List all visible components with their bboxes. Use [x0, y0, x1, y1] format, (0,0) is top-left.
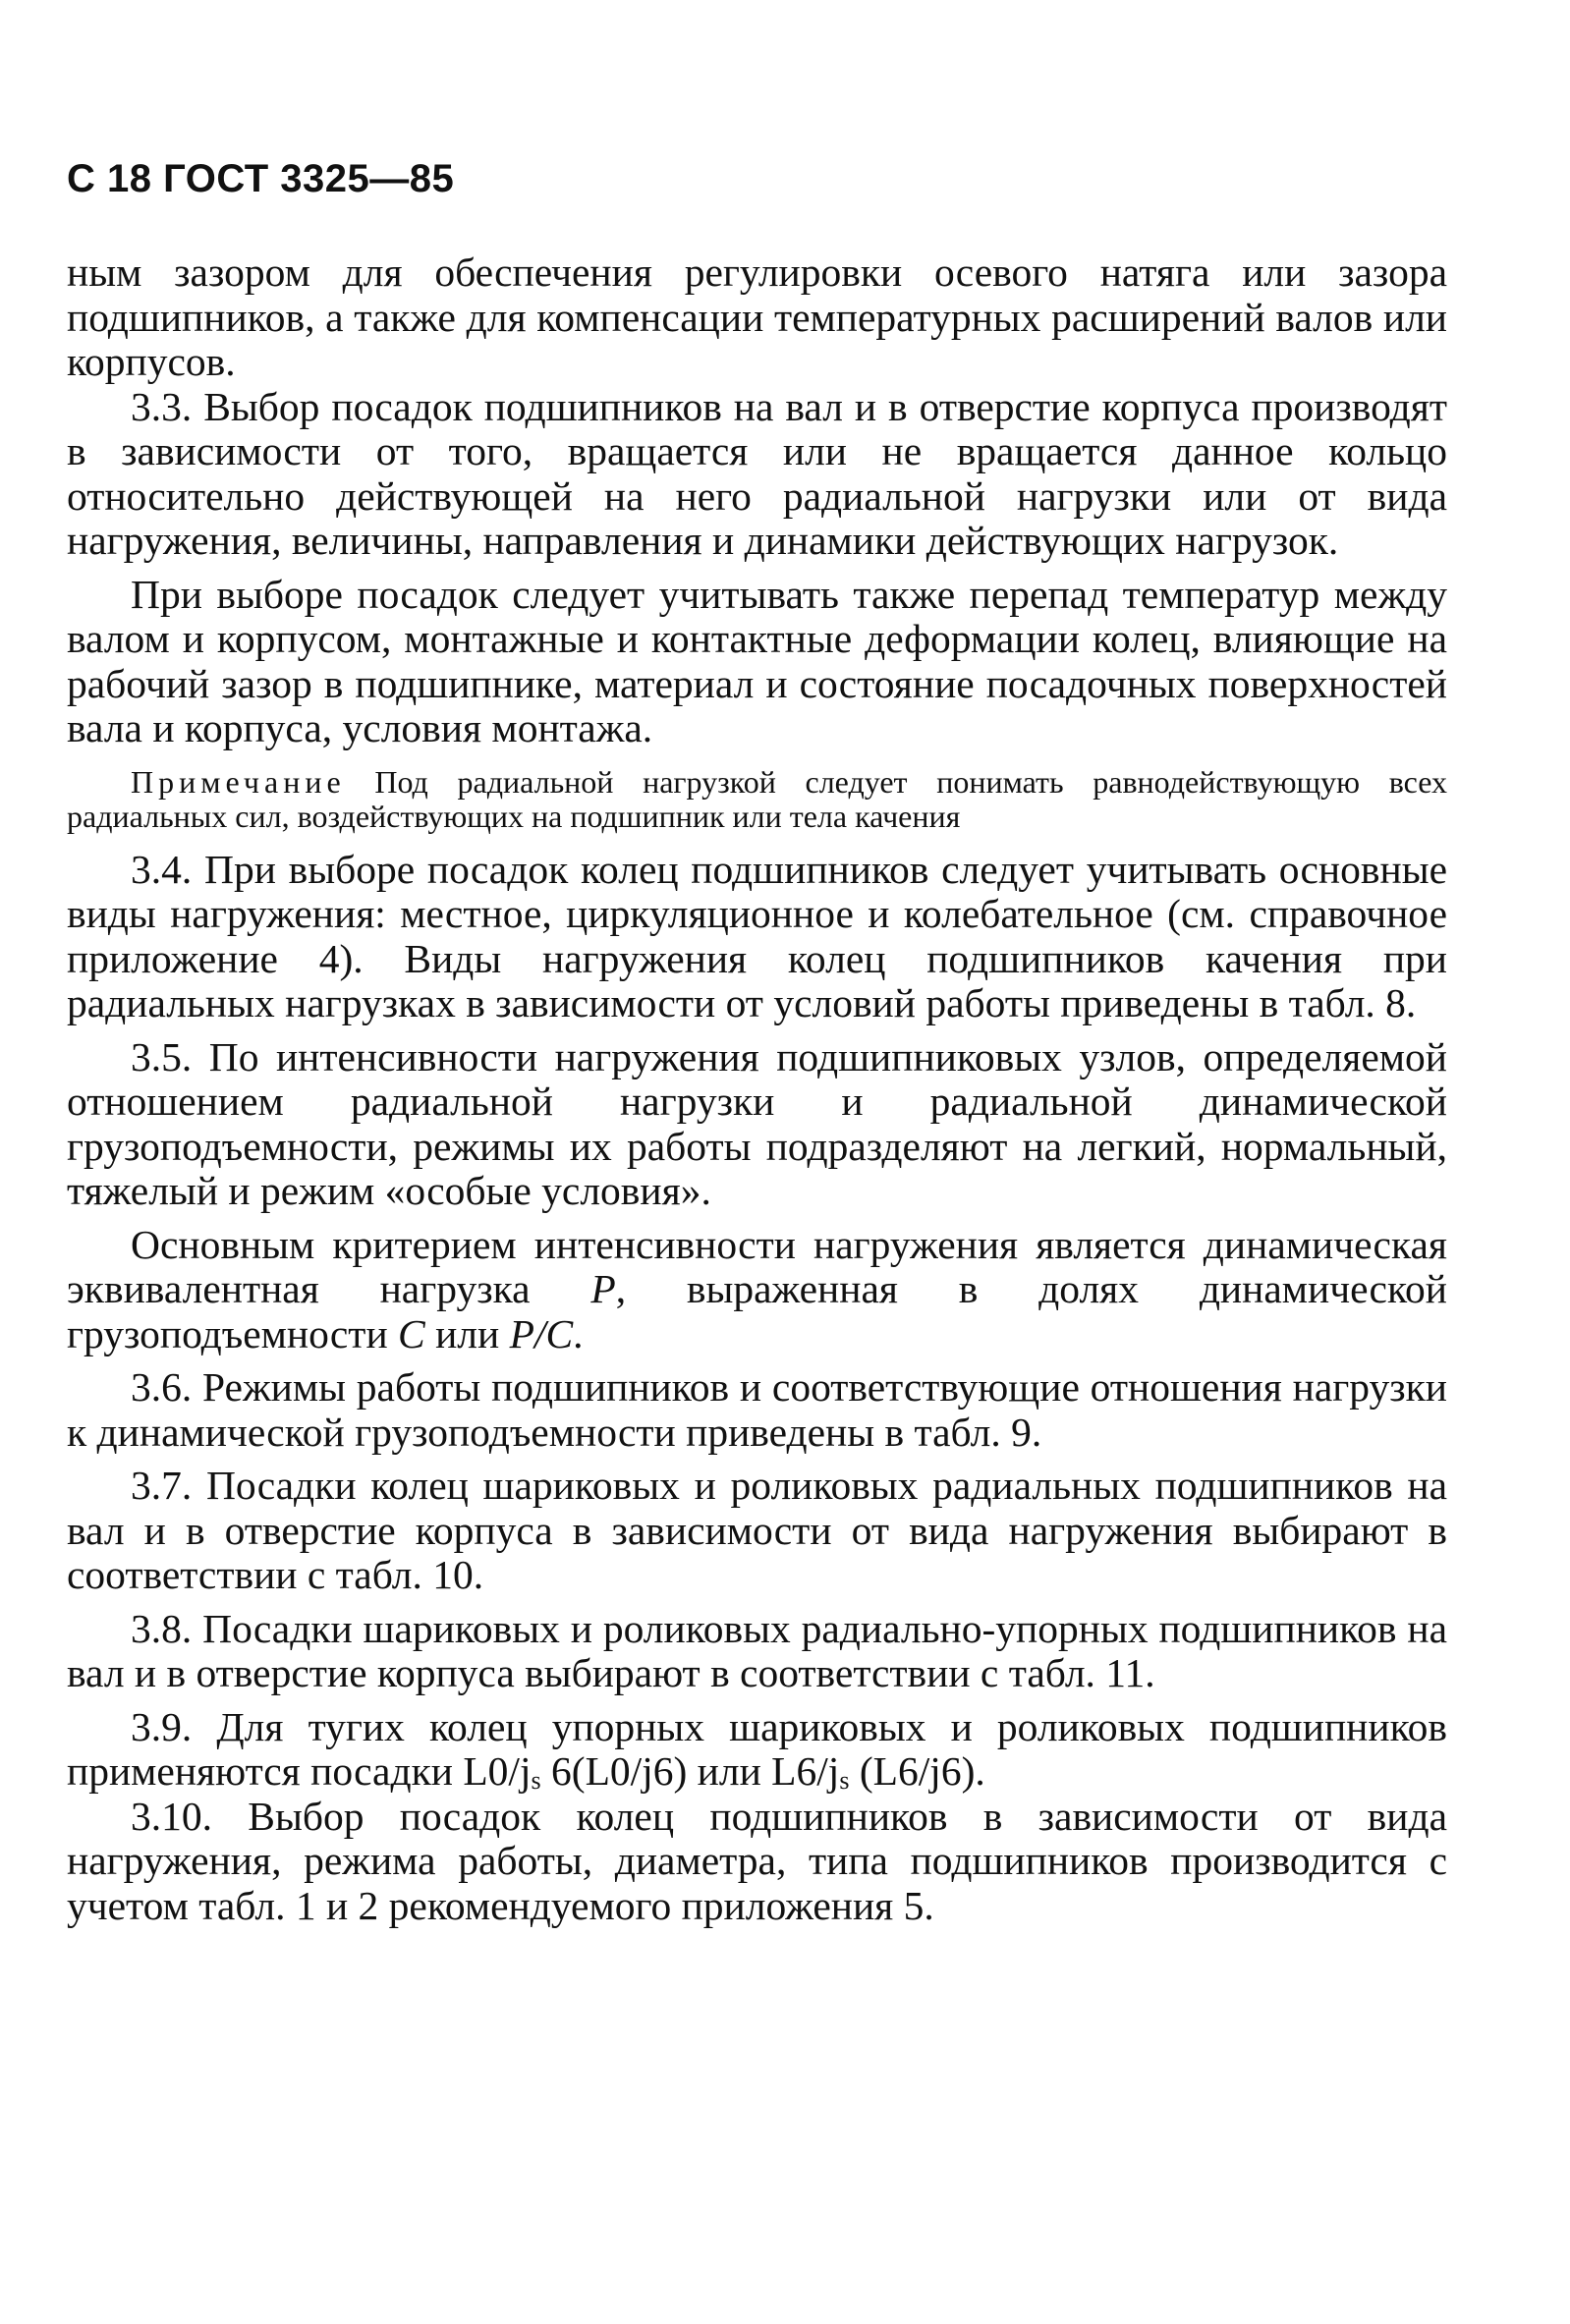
- text-run: 3.9. Для тугих колец упорных шариковых и роликовых подшипников применяются посадки L0/j: [67, 1703, 1447, 1794]
- text-run: (L6/j6).: [849, 1748, 985, 1794]
- text-run: Основным критерием интенсивности нагружения является динамическая эквивалентная нагрузка: [67, 1221, 1447, 1311]
- symbol-p-over-c: P/C: [509, 1310, 574, 1356]
- paragraph-3-9: [67, 1705, 1447, 1795]
- note-label: Примечание: [131, 763, 346, 800]
- paragraph-3-3: 3.3. Выбор посадок подшипников на вал и в отверстие корпуса производят в зависимости от того, вращается или не вращается данное кольцо относительно действующей на него радиальной нагрузки или от вида нагружения, величины, направления и динамики действующих нагрузок.: [67, 383, 1447, 563]
- paragraph-continuation: ным зазором для обеспечения регулировки осевого натяга или зазора подшипников, а также для компенсации температурных расширений валов или корпусов.: [67, 249, 1447, 384]
- document-body: [67, 250, 1447, 1928]
- text-run: или: [424, 1310, 510, 1356]
- text-run: .: [573, 1310, 584, 1356]
- subscript-s: s: [839, 1766, 850, 1795]
- note: [67, 765, 1447, 834]
- text-run: , выраженная в долях динамической грузоподъемности: [67, 1266, 1447, 1356]
- paragraph-3-6: 3.6. Режимы работы подшипников и соответствующие отношения нагрузки к динамической грузоподъемности приведены в табл. 9.: [67, 1364, 1447, 1455]
- symbol-p: P: [590, 1266, 616, 1311]
- symbol-c: C: [398, 1310, 425, 1356]
- paragraph-3-4: 3.4. При выборе посадок колец подшипников следует учитывать основные виды нагружения: местное, циркуляционное и колебательное (см. справочное приложение 4). Виды нагружения колец подшипников качения при радиальных нагрузках в зависимости от условий работы приведены в табл. 8.: [67, 846, 1447, 1025]
- paragraph-3-5-cont: [67, 1223, 1447, 1357]
- note-text: Под радиальной нагрузкой следует понимать равнодействующую всех радиальных сил, воздействующих на подшипник или тела качения: [67, 763, 1448, 834]
- text-run: 6(L0/j6) или L6/j: [540, 1748, 840, 1794]
- paragraph-3-10: 3.10. Выбор посадок колец подшипников в зависимости от вида нагружения, режима работы, диаметра, типа подшипников производится с учетом табл. 1 и 2 рекомендуемого приложения 5.: [67, 1793, 1447, 1928]
- paragraph-3-3-cont: При выборе посадок следует учитывать также перепад температур между валом и корпусом, монтажные и контактные деформации колец, влияющие на рабочий зазор в подшипнике, материал и состояние посадочных поверхностей вала и корпуса, условия монтажа.: [67, 571, 1447, 750]
- paragraph-3-5: 3.5. По интенсивности нагружения подшипниковых узлов, определяемой отношением радиальной нагрузки и радиальной динамической грузоподъемности, режимы их работы подразделяют на легкий, нормальный, тяжелый и режим «особые условия».: [67, 1033, 1447, 1213]
- subscript-s: s: [531, 1766, 541, 1795]
- paragraph-3-8: 3.8. Посадки шариковых и роликовых радиально-упорных подшипников на вал и в отверстие корпуса выбирают в соответствии с табл. 11.: [67, 1605, 1447, 1695]
- paragraph-3-7: 3.7. Посадки колец шариковых и роликовых радиальных подшипников на вал и в отверстие корпуса в зависимости от вида нагружения выбирают в соответствии с табл. 10.: [67, 1463, 1447, 1597]
- page-header: С 18 ГОСТ 3325—85: [67, 157, 455, 200]
